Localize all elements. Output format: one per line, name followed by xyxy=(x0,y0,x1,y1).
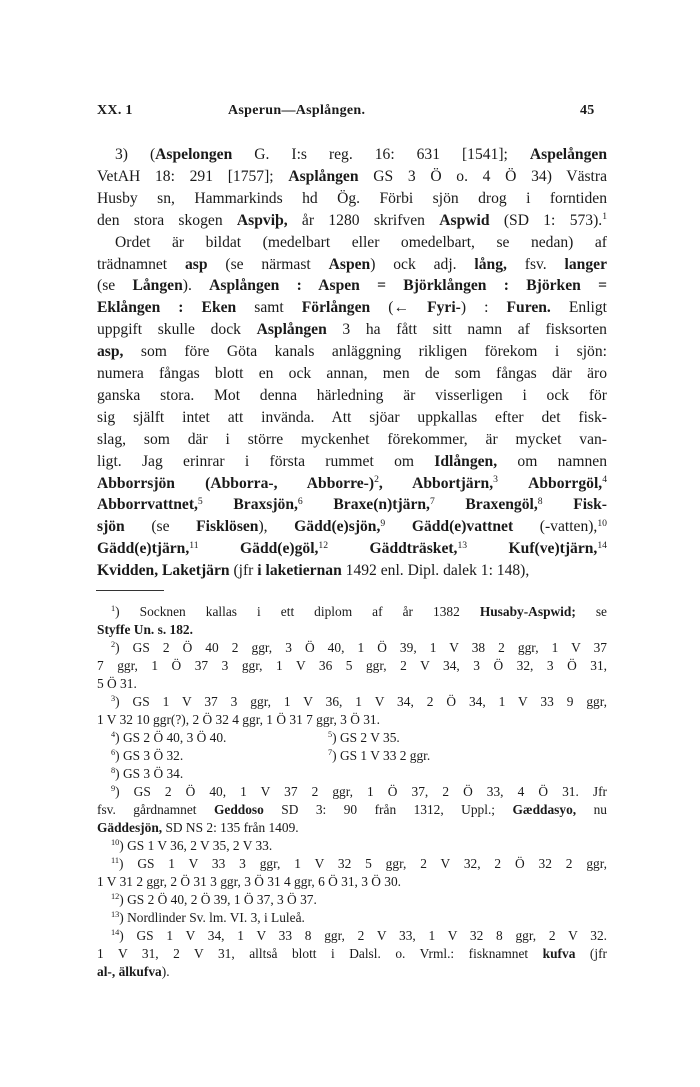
footnote-line xyxy=(111,765,607,782)
footnote-line xyxy=(97,675,607,692)
bold-term: Aspwid xyxy=(439,211,490,229)
bold-term: Asplången xyxy=(288,167,359,185)
text-run xyxy=(543,496,574,513)
text-run: 1 V 32 10 ggr(?), 2 Ö 32 4 ggr, 1 Ö 31 7 ggr, 3 Ö 31. xyxy=(97,712,380,727)
text-run: ). xyxy=(161,964,170,979)
text-run: GS 3 Ö o. 4 Ö 34) Västra xyxy=(358,167,608,185)
footnote-line xyxy=(111,693,607,710)
bold-term: Kvidden, Laketjärn xyxy=(97,562,230,580)
bold-term: Kuf(ve)tjärn, xyxy=(508,540,598,558)
text-run: den stora skogen xyxy=(97,211,237,229)
text-run: (se xyxy=(97,277,133,295)
footnote-line xyxy=(97,963,607,980)
footnote-line xyxy=(97,873,607,890)
text-run xyxy=(199,540,240,557)
text-run: ) GS 1 V 34, 1 V 33 8 ggr, 2 V 33, 1 V 32 8 ggr, 2 V 32. xyxy=(119,928,607,943)
text-run: om namnen xyxy=(497,452,607,470)
bold-term: Gæddasyo, xyxy=(512,802,577,817)
bold-term: Styffe Un. s. 182. xyxy=(97,622,193,637)
footnote-line xyxy=(111,783,607,800)
footnote-reference: 1 xyxy=(111,604,116,614)
bold-term: Fyri- xyxy=(427,299,461,317)
bold-term: Abborrvattnet, xyxy=(97,496,198,514)
text-run: år 1280 skrifven xyxy=(287,211,440,229)
text-run: sig själft intet att invända. Att sjöar uppkallas efter det fisk- xyxy=(97,408,607,426)
text-run xyxy=(385,518,412,535)
text-run: 1 V 31 2 ggr, 2 Ö 31 3 ggr, 3 Ö 31 4 ggr, 6 Ö 31, 3 Ö 30. xyxy=(97,874,402,889)
footnote-divider xyxy=(96,590,164,591)
text-run: Husby sn, Hammarkinds hd Ög. Förbi sjön drog i forntiden xyxy=(97,189,607,207)
bold-term: kufva xyxy=(542,946,576,961)
bold-term: Gädd(e)sjön, xyxy=(294,518,381,536)
footnote-reference: 11 xyxy=(189,539,199,551)
text-run: ). xyxy=(182,277,210,295)
text-run xyxy=(467,540,508,557)
page-number: 45 xyxy=(580,103,595,118)
body-line xyxy=(97,298,607,318)
footnote-reference: 7 xyxy=(429,496,435,508)
footnote-reference: 2 xyxy=(111,640,116,650)
bold-term: Fisk- xyxy=(573,496,607,514)
text-run: ) GS 3 Ö 34. xyxy=(115,766,184,781)
text-run: ) GS 2 Ö 40 2 ggr, 3 Ö 40, 1 Ö 39, 1 V 38 2 ggr, 1 V 37 xyxy=(115,640,607,655)
bold-term: Geddoso xyxy=(213,802,264,817)
bold-term: Aspelången xyxy=(529,146,607,163)
footnote-reference: 13 xyxy=(457,539,468,551)
footnote-reference: 1 xyxy=(602,211,608,223)
footnote-reference: 9 xyxy=(380,517,386,529)
footnote-reference: 7 xyxy=(328,748,333,758)
footnote-reference: 9 xyxy=(111,784,116,794)
text-run: SD NS 2: 135 från 1409. xyxy=(162,820,299,835)
footnote-line xyxy=(111,927,607,944)
text-run: ) ock adj. xyxy=(370,255,475,273)
body-line xyxy=(97,452,607,472)
bold-term: Braxe(n)tjärn, xyxy=(333,496,430,514)
bold-term: Asplången : Aspen = Björklången : Björken = xyxy=(209,277,607,295)
footnote-reference: 2 xyxy=(374,474,379,486)
body-line xyxy=(97,539,607,559)
bold-term: Förlången xyxy=(301,299,371,317)
footnote-line xyxy=(111,855,607,872)
bold-term: Abborrgöl, xyxy=(528,474,603,492)
bold-term: Braxsjön, xyxy=(233,496,298,514)
bold-term: Gädd(e)göl, xyxy=(240,540,319,558)
footnote-line xyxy=(111,639,607,656)
footnote-line xyxy=(97,819,607,836)
bold-term: Gädd(e)tjärn, xyxy=(97,540,190,558)
bold-term: Lången xyxy=(132,277,183,295)
text-run xyxy=(303,496,334,513)
bold-term: Furen. xyxy=(506,299,551,317)
text-run: ) GS 3 Ö 32. xyxy=(115,748,184,763)
body-line xyxy=(97,495,607,515)
text-run: samt xyxy=(236,299,302,317)
body-line xyxy=(97,255,607,275)
bold-term: Idlången, xyxy=(434,452,498,470)
text-run: (← xyxy=(370,299,428,317)
bold-term: , Abbortjärn, xyxy=(378,474,494,492)
footnote-line xyxy=(111,603,607,620)
bold-term: Asplången xyxy=(256,321,327,339)
bold-term: i laketiernan xyxy=(257,562,342,580)
text-run: ) GS 1 V 37 3 ggr, 1 V 36, 1 V 34, 2 Ö 34, 1 V 33 9 ggr, xyxy=(115,694,607,709)
footnote-reference: 12 xyxy=(318,539,329,551)
text-run: ) GS 2 V 35. xyxy=(332,730,400,745)
bold-term: Abborrsjön (Abborra-, Abborre-) xyxy=(97,474,375,492)
text-run: ), xyxy=(258,518,295,536)
text-run: ligt. Jag erinrar i första rummet om xyxy=(97,452,435,470)
footnote-line xyxy=(97,801,607,818)
text-run: 1 V 31, 2 V 31, alltså blott i Dalsl. o. Vrml.: fisknamnet xyxy=(97,946,543,961)
bold-term: Gäddträsket, xyxy=(369,540,458,558)
body-line xyxy=(97,276,607,296)
text-run: nu xyxy=(576,802,607,817)
text-run: (se xyxy=(124,518,197,536)
text-run: G. I:s reg. 16: 631 [1541]; xyxy=(232,146,530,163)
footnote-line xyxy=(111,891,607,908)
body-line xyxy=(115,145,607,165)
footnote-reference: 3 xyxy=(493,474,498,486)
text-run: SD 3: 90 från 1312, Uppl.; xyxy=(263,802,513,817)
bold-term: al-, älkufva xyxy=(97,964,162,979)
text-run: 5 Ö 31. xyxy=(97,676,137,691)
footnote-reference: 8 xyxy=(111,766,116,776)
text-run: ) Socknen kallas i ett diplom af år 1382 xyxy=(115,604,480,619)
bold-term: asp, xyxy=(97,343,124,361)
body-line xyxy=(97,430,607,450)
body-line xyxy=(97,408,607,428)
text-run: (SD 1: 573). xyxy=(489,211,603,229)
text-run: slag, som där i större myckenhet förekommer, är mycket van- xyxy=(97,430,607,448)
text-run: (se närmast xyxy=(207,255,329,273)
footnote-reference: 10 xyxy=(597,517,607,529)
text-run: Ordet är bildat (medelbart eller omedelbart, se nedan) af xyxy=(115,233,607,251)
footnote-reference: 4 xyxy=(111,730,116,740)
body-line xyxy=(97,474,607,494)
text-run: fsv. xyxy=(506,255,565,273)
bold-term: langer xyxy=(564,255,607,273)
footnote-reference: 5 xyxy=(328,730,333,740)
text-run: 1492 enl. Dipl. dalek 1: 148), xyxy=(341,562,530,580)
footnote-reference: 14 xyxy=(597,539,607,551)
body-line xyxy=(97,211,607,231)
bold-term: asp xyxy=(184,255,208,273)
footnote-reference: 4 xyxy=(602,474,608,486)
text-run: som före Göta kanals anläggning rikligen förekom i sjön: xyxy=(123,343,607,361)
text-run: uppgift skulle dock xyxy=(97,321,257,339)
text-run: fsv. gårdnamnet xyxy=(97,802,214,817)
footnote-reference: 6 xyxy=(111,748,116,758)
footnote-line xyxy=(97,711,607,728)
text-run: trädnamnet xyxy=(97,255,185,273)
text-run xyxy=(203,496,234,513)
body-line xyxy=(97,189,607,209)
text-run: (jfr xyxy=(575,946,607,961)
footnote-line-second-column xyxy=(328,747,430,764)
footnote-reference: 12 xyxy=(111,892,120,902)
footnote-reference: 8 xyxy=(537,496,543,508)
text-run: 7 ggr, 1 Ö 37 3 ggr, 1 V 36 5 ggr, 2 V 34, 3 Ö 32, 3 Ö 31, xyxy=(97,658,607,673)
bold-term: Husaby-Aspwid; xyxy=(479,604,576,619)
bold-term: sjön xyxy=(97,518,125,536)
text-run: se xyxy=(575,604,607,619)
bold-term: lång, xyxy=(474,255,507,273)
text-run: ) GS 2 Ö 40, 1 V 37 2 ggr, 1 Ö 37, 2 Ö 33, 4 Ö 31. Jfr xyxy=(115,784,607,799)
body-line xyxy=(97,167,607,187)
bold-term: Braxengöl, xyxy=(465,496,538,514)
text-run: ) GS 1 V 33 2 ggr. xyxy=(332,748,431,763)
text-run: ) GS 2 Ö 40, 3 Ö 40. xyxy=(115,730,227,745)
section-number: XX. 1 xyxy=(97,103,133,118)
bold-term: Fisklösen xyxy=(196,518,259,536)
footnote-line-second-column xyxy=(328,729,400,746)
text-run: ) Nordlinder Sv. lm. VI. 3, i Luleå. xyxy=(119,910,305,925)
footnote-line xyxy=(97,657,607,674)
bold-term: Aspen xyxy=(328,255,371,273)
footnote-reference: 11 xyxy=(111,856,119,866)
footnote-reference: 10 xyxy=(111,838,120,848)
text-run: (jfr xyxy=(229,562,258,580)
text-run xyxy=(328,540,369,557)
body-line xyxy=(97,561,607,581)
text-run: ) GS 1 V 36, 2 V 35, 2 V 33. xyxy=(119,838,273,853)
bold-term: Aspelongen xyxy=(155,146,233,163)
text-run: Enligt xyxy=(550,299,608,317)
body-line xyxy=(97,364,607,384)
text-run: 3 ha fått sitt namn af fisksorten xyxy=(326,321,607,339)
text-run xyxy=(435,496,466,513)
text-run: VetAH 18: 291 [1757]; xyxy=(97,167,289,185)
footnote-line xyxy=(97,621,607,638)
bold-term: Gäddesjön, xyxy=(97,820,163,835)
footnote-reference: 5 xyxy=(197,496,203,508)
body-line xyxy=(97,517,607,537)
body-line xyxy=(97,320,607,340)
body-line xyxy=(115,233,607,253)
footnote-reference: 3 xyxy=(111,694,116,704)
running-title: Asperun—Asplången. xyxy=(228,103,366,118)
text-run: 3) ( xyxy=(115,146,156,163)
footnote-line xyxy=(111,909,607,926)
bold-term: Gädd(e)vattnet xyxy=(411,518,514,536)
text-run: ganska stora. Mot denna härledning är visserligen i ock för xyxy=(97,386,607,404)
text-run: ) : xyxy=(460,299,507,317)
footnote-reference: 6 xyxy=(297,496,303,508)
footnote-line xyxy=(97,945,607,962)
body-line xyxy=(97,342,607,362)
body-line xyxy=(97,386,607,406)
footnote-line xyxy=(111,837,607,854)
bold-term: Aspviþ, xyxy=(236,211,288,229)
text-run: ) GS 1 V 33 3 ggr, 1 V 32 5 ggr, 2 V 32, 2 Ö 32 2 ggr, xyxy=(119,856,607,871)
text-run: ) GS 2 Ö 40, 2 Ö 39, 1 Ö 37, 3 Ö 37. xyxy=(119,892,317,907)
text-run xyxy=(498,475,528,492)
text-run: numera fångas blott en ock annan, men de som fångas där äro xyxy=(97,365,607,382)
bold-term: Eklången : Eken xyxy=(97,299,237,317)
footnote-reference: 13 xyxy=(111,910,120,920)
footnote-reference: 14 xyxy=(111,928,120,938)
text-run: (-vatten), xyxy=(513,518,598,536)
